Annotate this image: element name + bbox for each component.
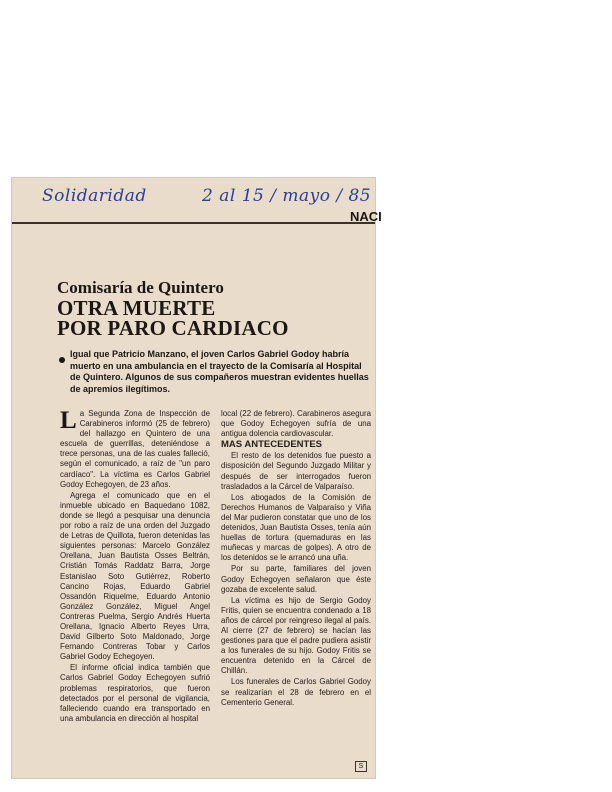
body-column-right — [221, 409, 371, 708]
bullet-icon — [59, 357, 65, 363]
end-mark-icon: S — [355, 761, 367, 772]
paragraph: Agrega el comunicado que en el inmueble ubicado en Baquedano 1082, donde se llegó a pesquisar una denuncia por robo a raíz de una orden del Juzgado de Letras de Quillota, fueron detenidas las siguientes personas: Marcelo González Orellana, Juan Bautista Osses Beltrán, Cristián Tomás Raddatz Barra, Jorge Estanislao Soto Gutiérrez, Roberto Cancino Rojas, Eduardo Gabriel Ossandón Riquelme, Eduardo Antonio González González, Miguel Angel Contreras Puelma, Sergio Andrés Huerta Orellana, Ignacio Alberto Reyes Urra, David Gilberto Soto Maldonado, Jorge Fernando Contreras Tobar y Carlos Gabriel Godoy Echegoyen. — [60, 490, 210, 662]
drop-cap: L — [60, 407, 77, 434]
handwritten-publication: Solidaridad — [42, 186, 147, 206]
section-subhead: MAS ANTECEDENTES — [221, 439, 322, 451]
masthead-rule — [12, 222, 375, 224]
paragraph: El informe oficial indica también que Carlos Gabriel Godoy Echegoyen sufrió problemas respiratorios, que fueron detectados por el personal de vigilancia, falleciendo cuando era transportado en una ambulancia en dirección al hospital — [60, 663, 210, 723]
paragraph-continuation: local (22 de febrero). Carabineros asegura que Godoy Echegoyen sufría de una antigua dolencia cardiovascular. — [221, 409, 371, 439]
article-lead: Igual que Patricio Manzano, el joven Carlos Gabriel Godoy habría muerto en una ambulancia en el trayecto de la Comisaría al Hospital de Quintero. Algunos de sus compañeros muestran evidentes huellas de apremios ilegítimos. — [70, 349, 369, 394]
headline-line-2: POR PARO CARDIACO — [57, 316, 289, 340]
paragraph: Los funerales de Carlos Gabriel Godoy se realizarían el 28 de febrero en el Cementerio General. — [221, 677, 371, 707]
article-kicker: Comisaría de Quintero — [57, 278, 224, 297]
newspaper-clipping — [12, 178, 382, 778]
paragraph: Por su parte, familiares del joven Godoy Echegoyen señalaron que éste gozaba de excelente salud. — [221, 564, 371, 594]
paragraph: La Segunda Zona de Inspección de Carabineros informó (25 de febrero) del hallazgo en Quintero de una escuela de guerrillas, deteniéndose a trece personas, una de las cuales falleció, según el comunicado, a raíz de "un paro cardíaco". La víctima es Carlos Gabriel Godoy Echegoyen, de 23 años. — [60, 407, 210, 489]
paragraph: La víctima es hijo de Sergio Godoy Fritis, quien se encuentra condenado a 18 años de cárcel por reingreso ilegal al país. Al cierre (27 de febrero) se hacían las gestiones para que el padre pudiera asistir a los funerales de su hijo. Godoy Fritis se encuentra detenido en la Cárcel de Chillán. — [221, 595, 371, 676]
paragraph: Los abogados de la Comisión de Derechos Humanos de Valparaíso y Viña del Mar pudieron constatar que uno de los detenidos, Juan Bautista Osses, tenía aún huellas de tortura (quemaduras en las muñecas y marcas de golpes). A otro de los detenidos se le arrancó una uña. — [221, 492, 371, 563]
headline-line-1: OTRA MUERTE — [57, 296, 216, 320]
section-masthead: NACI — [350, 209, 382, 224]
handwritten-date: 2 al 15 / mayo / 85 — [202, 186, 372, 206]
body-column-left — [60, 409, 210, 724]
paragraph: El resto de los detenidos fue puesto a disposición del Segundo Juzgado Militar y después de ser interrogados fueron trasladados a la Cárcel de Valparaíso. — [221, 451, 371, 491]
